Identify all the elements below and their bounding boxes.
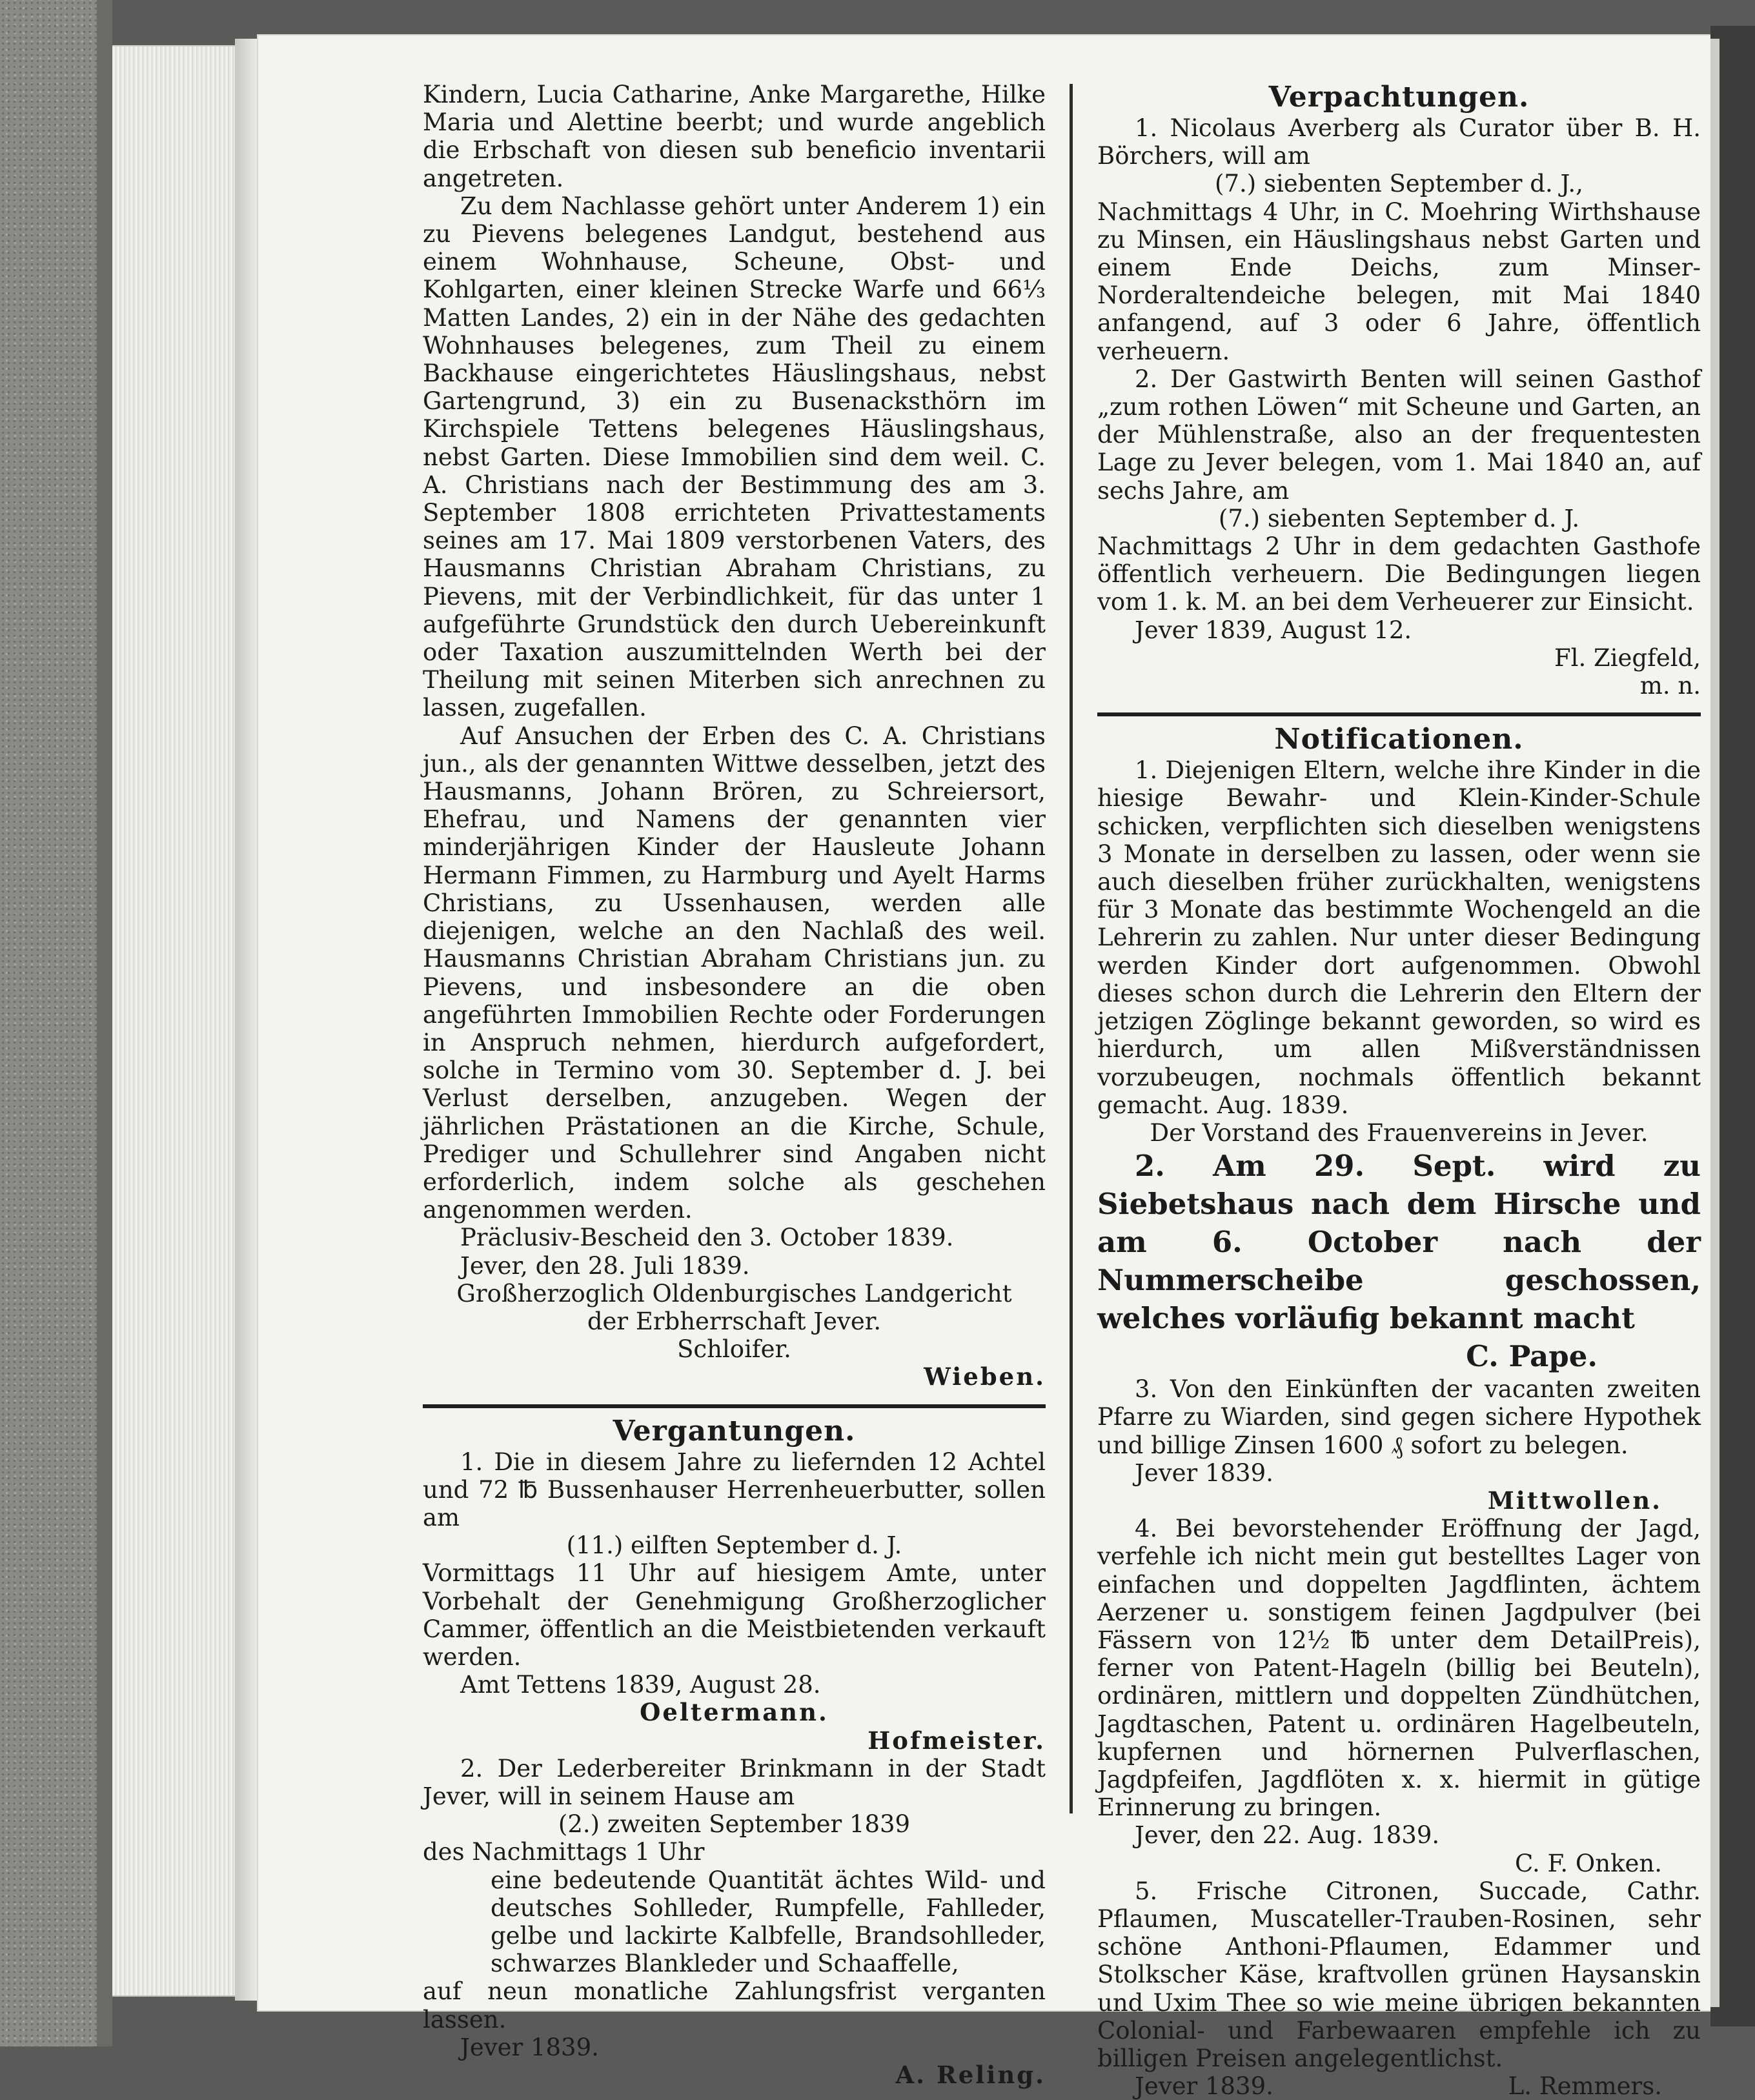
vergantung-1-signature-1: Oeltermann. [640,1698,829,1727]
vergantung-2-goods: eine bedeutende Quantität ächtes Wild- und deutsches Sohlleder, Rumpfelle, Fahlleder, gelbe und lackirte Kalbfelle, Brandsohlleder, schwarzes Blankleder und Schaaffelle, [491,1866,1046,1978]
court-name-2: der Erbherrschaft Jever. [587,1307,882,1335]
notification-2-signature: C. Pape. [1466,1339,1598,1374]
page-stack-edges [112,45,235,1997]
vergantung-2-text: 2. Der Lederbereiter Brinkmann in der Stadt Jever, will in seinem Hause am [423,1754,1046,1810]
book-cover-board [0,0,103,2046]
court-name: Großherzoglich Oldenburgisches Landgericht [456,1279,1012,1307]
court-signature-1: Schloifer. [677,1335,791,1364]
estate-summons: Auf Ansuchen der Erben des C. A. Christians jun., als der genannten Wittwe desselben, jetzt des Hausmanns, Johann Brören, zu Schreiersort, Ehefrau, und Namens der genannten vier minderjährigen Kinder der Hausleute Johann Hermann Fimmen, zu Harmburg und Ayelt Harms Christians, zu Ussenhausen, werden alle diejenigen, welche an den Nachlaß des weil. Hausmanns Christian Abraham Christians jun. zu Pievens, und insbesondere an die oben angeführten Immobilien Rechte oder Forderungen in Anspruch nehmen, hierdurch aufgefordert, solche in Termino vom 30. September d. J. bei Verlust derselben, anzugeben. Wegen der jährlichen Prästationen an die Kirche, Schule, Prediger und Schullehrer sind Angaben nicht erforderlich, indem solche als geschehen angenommen werden. [423,722,1046,1224]
court-date: Jever, den 28. Juli 1839. [460,1251,750,1280]
right-column [1097,81,1701,2100]
notification-5-text: 5. Frische Citronen, Succade, Cathr. Pflaumen, Muscateller-Trauben-Rosinen, sehr schöne Anthoni-Pflaumen, Edammer und Stolkscher Käse, kraftvollen grünen Haysanskin und Uxim Thee so wie meine übrigen bekannten Colonial- und Farbewaaren empfehle ich zu billigen Preisen angelegentlichst. [1097,1877,1701,2072]
vergantung-2-place: Jever 1839. [460,2033,599,2061]
notification-3-place: Jever 1839. [1135,1459,1273,1487]
verpachtung-2-signature-2: m. n. [1639,672,1701,700]
notification-4-text: 4. Bei bevorstehender Eröffnung der Jagd, verfehle ich nicht mein gut bestelltes Lager von einfachen und doppelten Jagdflinten, ächtem Aerzener u. sonstigem feinen Jagdpulver (bei Fässern von 12½ ℔ unter dem DetailPreis), ferner von Patent-Hageln (billig bei Beuteln), ordinären, mittlern und doppelten Zündhütchen, Jagdtaschen, Patent u. ordinären Hagelbeuteln, kupfernen und hörnernen Pulverflaschen, Jagdpfeifen, Jagdflöten x. x. hiermit in gütige Erinnerung zu bringen. [1097,1515,1701,1822]
vergantung-2-text-2: auf neun monatliche Zahlungsfrist verganten lassen. [423,1977,1046,2034]
section-title-vergantungen: Vergantungen. [613,1414,856,1448]
notification-5-footer [1097,2072,1701,2100]
verpachtung-1-text: 1. Nicolaus Averberg als Curator über B. H. Börchers, will am [1097,114,1701,170]
left-column [423,81,1046,2089]
estate-description: Zu dem Nachlasse gehört unter Anderem 1) ein zu Pievens belegenes Landgut, bestehend aus einem Wohnhause, Scheune, Obst- und Kohlgarten, einer kleinen Strecke Warfe und 66⅓ Matten Landes, 2) ein in der Nähe des gedachten Wohnhauses belegenes, zum Theil zu einem Backhause eingerichtetes Häuslingshaus, nebst Gartengrund, 3) ein zu Busenacksthörn im Kirchspiele Tettens belegenes Häuslingshaus, nebst Garten. Diese Immobilien sind dem weil. C. A. Christians nach der Bestimmung des am 3. September 1808 errichteten Privattestaments seines am 17. Mai 1809 verstorbenen Vaters, des Hausmanns Christian Abraham Christians, zu Pievens, mit der Verbindlichkeit, für das unter 1 aufgeführte Grundstück den durch Uebereinkunft oder Taxation auszumittelnden Werth bei der Theilung mit seinen Miterben sich anrechnen zu lassen, zugefallen. [423,192,1046,722]
court-signature-2: Wieben. [924,1362,1046,1391]
vergantung-1-place: Amt Tettens 1839, August 28. [460,1671,821,1699]
notification-5-place: Jever 1839. [1135,2072,1273,2100]
notification-2-text: 2. Am 29. Sept. wird zu Siebetshaus nach dem Hirsche und am 6. October nach der Nummerscheibe geschossen, welches vorläufig bekannt macht [1097,1149,1701,1336]
column-divider [1070,84,1073,1813]
section-rule [423,1404,1046,1408]
verpachtung-1-text-2: Nachmittags 4 Uhr, in C. Moehring Wirthshause zu Minsen, ein Häuslingshaus nebst Garten und einem Ende Deichs, zum Minser-Norderaltendeiche belegen, mit Mai 1840 anfangend, auf 3 oder 6 Jahre, öffentlich verheuern. [1097,197,1701,365]
estate-intro: Kindern, Lucia Catharine, Anke Margarethe, Hilke Maria und Alettine beerbt; und wurde angeblich die Erbschaft von diesen sub beneficio inventarii angetreten. [423,81,1046,192]
book-binding [97,0,112,2046]
notification-3-text: 3. Von den Einkünften der vacanten zweiten Pfarre zu Wiarden, sind gegen sichere Hypothek und billige Zinsen 1600 ₰ sofort zu belegen. [1097,1375,1701,1459]
vergantung-2-signature: A. Reling. [895,2061,1046,2090]
vergantung-1-text-2: Vormittags 11 Uhr auf hiesigem Amte, unter Vorbehalt der Genehmigung Großherzoglicher Cammer, öffentlich an die Meistbietenden verkauft werden. [423,1559,1046,1671]
vergantung-1-date: (11.) eilften September d. J. [566,1531,902,1560]
notification-1-text: 1. Diejenigen Eltern, welche ihre Kinder in die hiesige Bewahr- und Klein-Kinder-Schule schicken, verpflichten sich dieselben wenigstens 3 Monate in derselben zu lassen, oder wenn sie auch dieselben früher zurückhalten, wenigstens für 3 Monate das bestimmte Wochengeld an die Lehrerin zu zahlen. Nur unter dieser Bedingung werden Kinder dort aufgenommen. Obwohl dieses schon durch die Lehrerin den Eltern der jetzigen Zöglinge bekannt geworden, so wird es hierdurch, um allen Mißverständnissen vorzubeugen, nochmals öffentlich bekannt gemacht. Aug. 1839. [1097,756,1701,1119]
verpachtung-2-text: 2. Der Gastwirth Benten will seinen Gasthof „zum rothen Löwen“ mit Scheune und Garten, an der Mühlenstraße, also an der frequentesten Lage zu Jever belegen, vom 1. Mai 1840 an, auf sechs Jahre, am [1097,365,1701,505]
notification-3-signature: Mittwollen. [1487,1486,1662,1515]
verpachtung-1-date: (7.) siebenten September d. J., [1215,170,1583,198]
verpachtung-2-text-2: Nachmittags 2 Uhr in dem gedachten Gasthofe öffentlich verheuern. Die Bedingungen liegen vom 1. k. M. an bei dem Verheuerer zur Einsicht. [1097,532,1701,616]
notification-4-signature: C. F. Onken. [1514,1849,1662,1877]
notification-1-signature: Der Vorstand des Frauenvereins in Jever. [1150,1118,1648,1147]
vergantung-1-text: 1. Die in diesem Jahre zu liefernden 12 Achtel und 72 ℔ Bussenhauser Herrenheuerbutter, sollen am [423,1448,1046,1531]
praeclusiv-notice: Präclusiv-Bescheid den 3. October 1839. [460,1224,954,1252]
notification-4-place: Jever, den 22. Aug. 1839. [1135,1821,1440,1850]
section-title-verpachtungen: Verpachtungen. [1268,81,1530,114]
verpachtung-2-place: Jever 1839, August 12. [1135,616,1412,644]
vergantung-2-time: des Nachmittags 1 Uhr [423,1838,705,1866]
vergantung-1-signature-2: Hofmeister. [867,1726,1046,1755]
section-title-notificationen: Notificationen. [1274,723,1524,756]
section-rule-2 [1097,712,1701,716]
page-gutter-shadow [235,39,261,2001]
page-right-border [1710,39,1719,2007]
verpachtung-2-date: (7.) siebenten September d. J. [1218,504,1580,532]
vergantung-2-date: (2.) zweiten September 1839 [558,1810,911,1839]
notification-5-signature: L. Remmers. [1508,2072,1662,2100]
verpachtung-2-signature-1: Fl. Ziegfeld, [1554,643,1701,672]
